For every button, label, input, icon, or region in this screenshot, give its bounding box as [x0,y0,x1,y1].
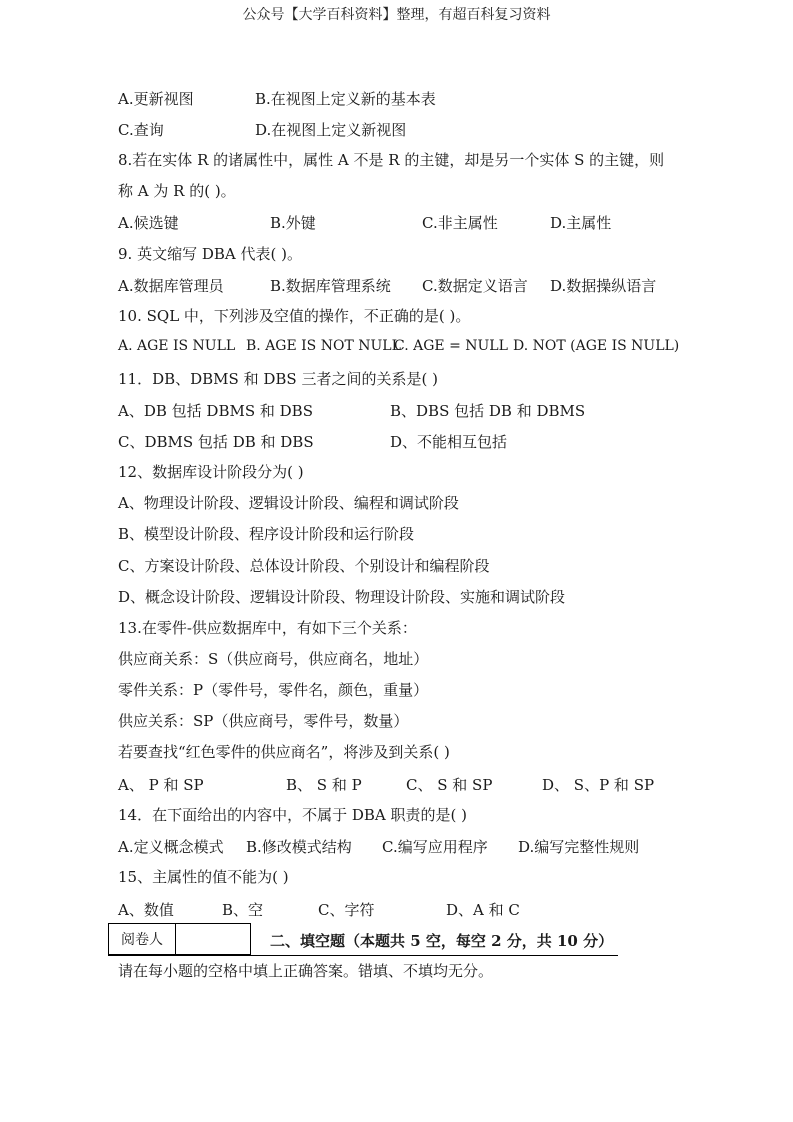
q12-option-d: D、概念设计阶段、逻辑设计阶段、物理设计阶段、实施和调试阶段 [118,588,566,606]
q11-option-c: C、DBMS 包括 DB 和 DBS [118,433,314,451]
q15-option-d: D、A 和 C [446,901,520,919]
q12-option-c: C、方案设计阶段、总体设计阶段、个别设计和编程阶段 [118,557,490,575]
section-divider [108,955,618,956]
page-header: 公众号【大学百科资料】整理，有超百科复习资料 [242,7,551,23]
q10-option-d: D. NOT (AGE IS NULL) [513,338,680,354]
q7-option-d: D.在视图上定义新视图 [255,121,407,139]
q9-stem: 9. 英文缩写 DBA 代表( )。 [118,245,302,263]
q10-option-c: C. AGE = NULL [394,338,508,354]
q13-option-a: A、 P 和 SP [118,776,204,794]
q14-option-a: A.定义概念模式 [118,838,224,856]
q10-option-b: B. AGE IS NOT NULL [246,338,401,354]
q13-option-c: C、 S 和 SP [406,776,493,794]
q9-option-a: A.数据库管理员 [118,277,224,295]
grader-signature-field[interactable] [176,924,250,954]
q15-option-b: B、空 [222,901,264,919]
q12-stem: 12、数据库设计阶段分为( ) [118,463,304,481]
section-instruction: 请在每小题的空格中填上正确答案。错填、不填均无分。 [118,962,494,980]
q13-stem: 13.在零件-供应数据库中，有如下三个关系： [118,619,417,637]
q8-option-d: D.主属性 [550,214,612,232]
q11-option-b: B、DBS 包括 DB 和 DBMS [390,402,586,420]
q14-option-c: C.编写应用程序 [382,838,488,856]
q7-option-b: B.在视图上定义新的基本表 [255,90,436,108]
q10-option-a: A. AGE IS NULL [118,338,236,354]
q14-stem: 14．在下面给出的内容中，不属于 DBA 职责的是( ) [118,806,467,824]
q8-option-a: A.候选键 [118,214,179,232]
q12-option-b: B、模型设计阶段、程序设计阶段和运行阶段 [118,525,415,543]
q15-option-a: A、数值 [118,901,174,919]
q14-option-d: D.编写完整性规则 [518,838,640,856]
q8-stem-line1: 8.若在实体 R 的诸属性中，属性 A 不是 R 的主键，却是另一个实体 S 的主键，则 [118,151,665,169]
q7-option-c: C.查询 [118,121,164,139]
q11-option-d: D、不能相互包括 [390,433,508,451]
q9-option-b: B.数据库管理系统 [270,277,391,295]
q7-option-a: A.更新视图 [118,90,194,108]
q11-option-a: A、DB 包括 DBMS 和 DBS [118,402,313,420]
q12-option-a: A、物理设计阶段、逻辑设计阶段、编程和调试阶段 [118,494,459,512]
q13-relation-p: 零件关系：P（零件号，零件名，颜色，重量） [118,681,429,699]
q13-question: 若要查找“红色零件的供应商名”，将涉及到关系( ) [118,743,450,761]
q14-option-b: B.修改模式结构 [246,838,352,856]
q9-option-d: D.数据操纵语言 [550,277,657,295]
q8-option-b: B.外键 [270,214,316,232]
grader-box [108,923,251,955]
q13-relation-sp: 供应关系：SP（供应商号，零件号，数量） [118,712,409,730]
q9-option-c: C.数据定义语言 [422,277,528,295]
q10-stem: 10. SQL 中，下列涉及空值的操作，不正确的是( )。 [118,307,471,325]
section-title: 二、填空题（本题共 5 空，每空 2 分，共 10 分） [270,932,614,950]
grader-label: 阅卷人 [109,924,176,954]
q13-option-b: B、 S 和 P [286,776,362,794]
q15-stem: 15、主属性的值不能为( ) [118,868,289,886]
q15-option-c: C、字符 [318,901,375,919]
q13-option-d: D、 S、P 和 SP [542,776,655,794]
q13-relation-s: 供应商关系：S（供应商号，供应商名，地址） [118,650,429,668]
q8-stem-line2: 称 A 为 R 的( )。 [118,182,236,200]
q8-option-c: C.非主属性 [422,214,498,232]
q11-stem: 11．DB、DBMS 和 DBS 三者之间的关系是( ) [118,370,438,388]
